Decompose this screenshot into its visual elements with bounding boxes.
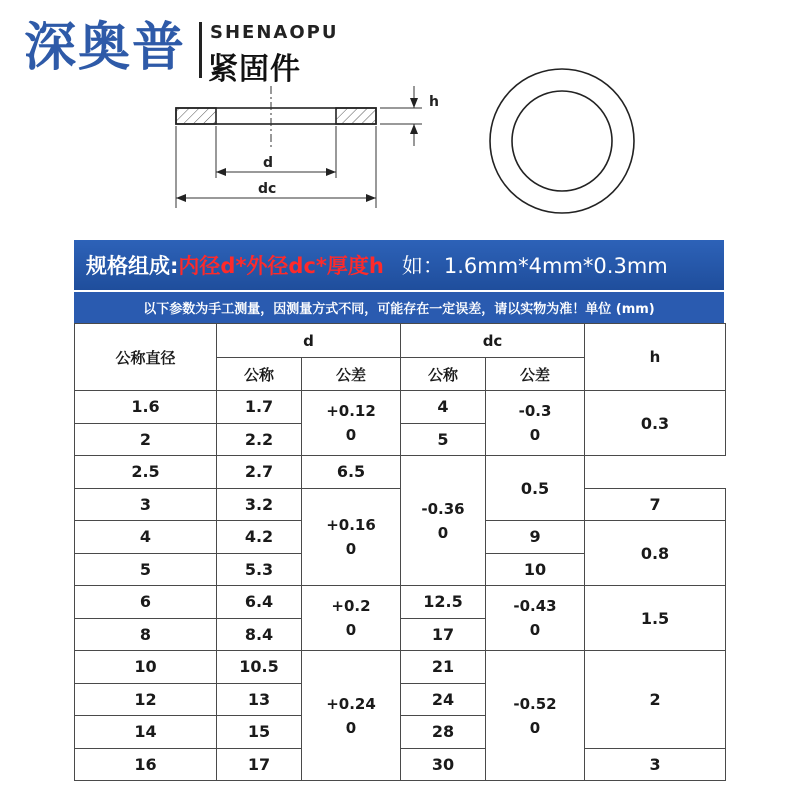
dimension-d <box>216 126 336 178</box>
h-cell: 0.5 <box>486 456 585 521</box>
d-cell: 4.2 <box>217 521 302 554</box>
brand-name: 深奥普 <box>24 18 187 78</box>
d-tolerance-upper: +0.2 <box>331 597 371 615</box>
dc-cell: 30 <box>401 748 486 781</box>
dc-tolerance-lower: 0 <box>529 426 541 444</box>
d-cell: 10.5 <box>217 651 302 684</box>
nominal-cell: 4 <box>75 521 217 554</box>
table-row <box>75 456 726 489</box>
table-row <box>75 586 726 619</box>
spec-format-prefix: 规格组成: <box>86 254 179 278</box>
spec-format-banner <box>74 240 724 290</box>
dc-tolerance-cell <box>486 391 585 456</box>
h-cell: 0.8 <box>585 521 726 586</box>
d-tolerance-upper: +0.16 <box>326 515 376 534</box>
nominal-cell: 10 <box>75 651 217 684</box>
dimension-h <box>380 86 422 146</box>
dc-tolerance-upper: -0.36 <box>421 499 465 518</box>
d-cell: 6.4 <box>217 586 302 619</box>
header-nominal-diameter: 公称直径 <box>75 324 217 391</box>
d-cell: 5.3 <box>217 553 302 586</box>
spec-format-highlight: 内径d*外径dc*厚度h <box>178 254 384 278</box>
d-cell: 2.2 <box>217 423 302 456</box>
d-cell: 3.2 <box>217 488 302 521</box>
header-d: d <box>217 324 401 358</box>
nominal-cell: 3 <box>75 488 217 521</box>
dc-cell: 17 <box>401 618 486 651</box>
brand-subtitle: 紧固件 <box>208 52 301 87</box>
header-dc-nominal: 公称 <box>401 358 486 391</box>
dimension-dc-label: dc <box>258 181 277 197</box>
nominal-cell: 2 <box>75 423 217 456</box>
d-tolerance-upper: +0.12 <box>326 402 376 420</box>
washer-section-view <box>176 86 376 150</box>
header-h: h <box>585 324 726 391</box>
d-tolerance-lower: 0 <box>345 718 357 737</box>
d-cell: 1.7 <box>217 391 302 424</box>
dc-cell: 4 <box>401 391 486 424</box>
dc-tolerance-lower: 0 <box>437 523 449 542</box>
dc-cell: 6.5 <box>302 456 401 489</box>
dc-cell: 24 <box>401 683 486 716</box>
nominal-cell: 16 <box>75 748 217 781</box>
washer-drawing <box>0 0 800 235</box>
dc-cell: 9 <box>486 521 585 554</box>
d-cell: 2.7 <box>217 456 302 489</box>
d-cell: 15 <box>217 716 302 749</box>
header-d-tolerance: 公差 <box>302 358 401 391</box>
h-cell: 1.5 <box>585 586 726 651</box>
table-row <box>75 391 726 424</box>
d-tolerance-lower: 0 <box>345 621 357 639</box>
d-tolerance-upper: +0.24 <box>326 694 376 713</box>
dc-cell: 28 <box>401 716 486 749</box>
dc-cell: 10 <box>486 553 585 586</box>
d-tolerance-lower: 0 <box>345 539 357 558</box>
dc-tolerance-cell <box>401 456 486 586</box>
measurement-note: 以下参数为手工测量，因测量方式不同，可能存在一定误差，请以实物为准！单位 (mm) <box>74 292 724 323</box>
dc-tolerance-cell <box>486 651 585 781</box>
dc-tolerance-cell <box>486 586 585 651</box>
nominal-cell: 2.5 <box>75 456 217 489</box>
dimension-d-label: d <box>263 155 274 171</box>
table-row <box>75 748 726 781</box>
header-dc-tolerance: 公差 <box>486 358 585 391</box>
washer-top-view <box>490 69 634 213</box>
d-cell: 8.4 <box>217 618 302 651</box>
nominal-cell: 12 <box>75 683 217 716</box>
nominal-cell: 14 <box>75 716 217 749</box>
header-dc: dc <box>401 324 585 358</box>
d-cell: 17 <box>217 748 302 781</box>
nominal-cell: 6 <box>75 586 217 619</box>
d-tolerance-cell <box>302 391 401 456</box>
spec-table <box>74 323 726 781</box>
d-cell: 13 <box>217 683 302 716</box>
dc-tolerance-upper: -0.52 <box>513 694 557 713</box>
h-cell: 0.3 <box>585 391 726 456</box>
table-row <box>75 651 726 684</box>
dc-tolerance-upper: -0.43 <box>513 597 557 615</box>
table-row <box>75 488 726 521</box>
nominal-cell: 5 <box>75 553 217 586</box>
d-tolerance-cell <box>302 586 401 651</box>
dc-tolerance-lower: 0 <box>529 718 541 737</box>
d-tolerance-lower: 0 <box>345 426 357 444</box>
dc-cell: 7 <box>585 488 726 521</box>
dc-cell: 5 <box>401 423 486 456</box>
nominal-cell: 1.6 <box>75 391 217 424</box>
dimension-h-label: h <box>429 94 439 110</box>
spec-format-example: 如：1.6mm*4mm*0.3mm <box>401 254 668 278</box>
dc-tolerance-lower: 0 <box>529 621 541 639</box>
d-tolerance-cell <box>302 651 401 781</box>
dc-tolerance-upper: -0.3 <box>518 402 552 420</box>
d-tolerance-cell <box>302 488 401 586</box>
dc-cell: 12.5 <box>401 586 486 619</box>
nominal-cell: 8 <box>75 618 217 651</box>
header-d-nominal: 公称 <box>217 358 302 391</box>
brand-name-english: SHENAOPU <box>210 22 339 43</box>
h-cell: 2 <box>585 651 726 749</box>
h-cell: 3 <box>585 748 726 781</box>
dc-cell: 21 <box>401 651 486 684</box>
